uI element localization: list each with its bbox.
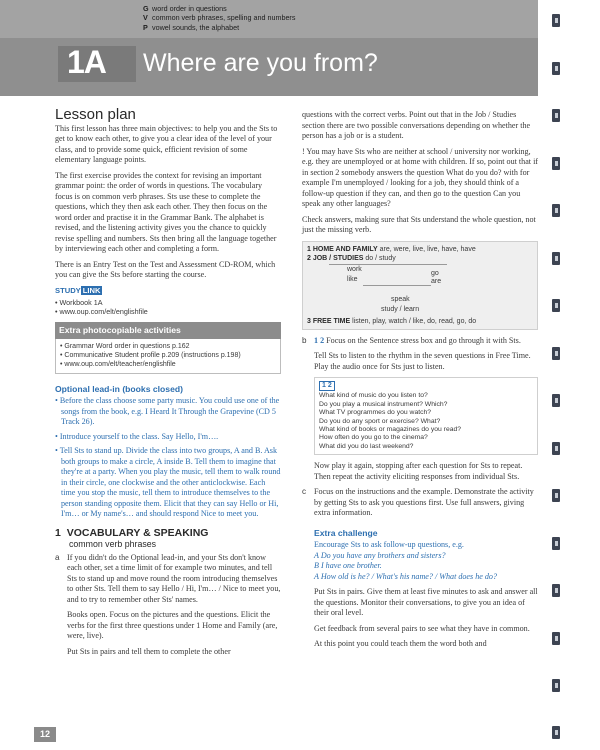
list-item: • Introduce yourself to the class. Say Hello, I'm…. [55,432,281,443]
paragraph: Put Sts in pairs. Give them at least five minutes to ask and answer all the questions. Monitor their conversations, to give you an idea of their oral level. [314,587,538,618]
script-line: What TV programmes do you watch? [319,409,432,417]
script-line: Do you do any sport or exercise? What? [319,417,441,425]
extra-challenge-box [314,528,538,650]
list-item: • Tell Sts to stand up. Divide the class into two groups, A and B. Ask both groups to make a circle, A inside B. Tell them to imagine that they're at a party. When you play the music, tell them to walk round in their circle, one clockwise and the other anticlockwise. Each time you stop the music, tell them to introduce themselves to the person standing opposite them. Elicit that they can say Hello or Hi, I'm… or My name's… and should respond Nice to meet you. [55,446,281,520]
tab-marker-icon [552,62,560,75]
paragraph: Now play it again, stopping after each question for Sts to repeat. Then repeat the activity eliciting responses from individual Sts. [314,461,523,481]
tab-marker-icon [552,14,560,27]
paragraph: This first lesson has three main objectives: to help you and the Sts to get to know each other, to give you a clear idea of the level of your class, and to provide some quick, efficient revision of some elementary language points. [55,123,278,164]
audio-icon[interactable]: 1 2 [314,335,325,345]
paragraph: Tell Sts to listen to the rhythm in the seven questions in Free Time. Play the audio once for Sts just to listen. [314,351,531,371]
script-line: How often do you go to the cinema? [319,434,428,442]
list-item: • Grammar Word order in questions p.162 [60,342,276,351]
topic-pronunciation: P vowel sounds, the alphabet [143,22,240,32]
tab-marker-icon [552,726,560,739]
challenge-line: B I have one brother. [314,561,382,571]
paragraph: Get feedback from several pairs to see what they have in common. [314,623,530,633]
section-heading: 1 VOCABULARY & SPEAKING [55,526,209,539]
tab-marker-icon [552,109,560,122]
list-item: • Workbook 1A [55,298,281,307]
answer-diagram: work like go are speak study / learn [307,263,533,317]
tab-marker-icon [552,347,560,360]
page-number: 12 [34,727,56,742]
study-link-list [55,298,281,316]
diagram-line [329,264,447,265]
section-subheading: common verb phrases [69,539,157,549]
optional-leadin-heading: Optional lead-in (books closed) [55,383,183,394]
list-item[interactable]: • www.oup.com/elt/englishfile [55,307,281,316]
script-line: Do you play a musical instrument? Which? [319,400,448,408]
answer-row: 1 HOME AND FAMILY are, were, live, live, have, have [307,245,476,253]
exercise-item: c Focus on the instructions and the example. Demonstrate the activity by getting Sts to ask you questions first. Use full answers, giving extra information. [302,487,534,518]
unit-number: 1A [67,44,106,80]
exercise-item: a If you didn't do the Optional lead-in, and your Sts don't know each other, set a time limit of for example two minutes, and tell Sts to stand up and move round the room introducing themselves to other Sts. Tell them to say Hello / Hi, I'm… / Nice to meet you, and to try to remember other Sts' names. [55,552,281,604]
answer-row: 2 JOB / STUDIES do / study [307,254,396,262]
answer-row: 3 FREE TIME listen, play, watch / like, do, read, go, do [307,317,477,325]
answers-box [302,241,538,330]
paragraph: There is an Entry Test on the Test and Assessment CD-ROM, which you can give the Sts before starting the course. [55,259,276,279]
tab-marker-icon [552,489,560,502]
tab-marker-icon [552,157,560,170]
unit-topics [143,4,295,32]
right-column [302,110,538,655]
topic-vocabulary: V common verb phrases, spelling and numbers [143,13,296,23]
index-tabs [544,0,600,750]
tab-marker-icon [552,252,560,265]
list-item[interactable]: • www.oup.com/elt/teacher/englishfile [60,360,276,369]
topic-grammar: G word order in questions [143,4,227,13]
tab-marker-icon [552,394,560,407]
paragraph: Put Sts in pairs and tell them to complete the other [67,646,231,656]
challenge-line: A Do you have any brothers and sisters? [314,550,446,560]
tab-marker-icon [552,204,560,217]
left-column [55,106,281,662]
audio-script-box [314,377,538,455]
extra-challenge-heading: Extra challenge [314,527,378,538]
optional-leadin-list [55,396,281,520]
tab-marker-icon [552,632,560,645]
paragraph: At this point you could teach them the word both and [314,639,487,649]
audio-track-icon[interactable]: 1 2 [319,381,335,391]
unit-title: Where are you from? [143,49,378,77]
challenge-line: A How old is he? / What's his name? / What does he do? [314,571,498,581]
script-line: What kind of music do you listen to? [319,392,428,400]
extra-activities-title: Extra photocopiable activities [55,322,281,339]
paragraph: ! You may have Sts who are neither at school / university nor working, e.g. they are unemployed or at home with children. If so, point out that if in section 2 somebody answers the question What do you do? with for example I'm unemployed / looking for a job, they should think of a follow-up question if they can, and then go to the question Can you speak any other languages? [302,146,539,208]
study-link-label: STUDY LINK [55,285,101,295]
paragraph: questions with the correct verbs. Point out that in the Job / Studies section there are two possible conversations depending on whether the person has a job or is a student. [302,110,531,140]
tab-marker-icon [552,299,560,312]
extra-activities-box [55,339,281,374]
script-line: What did you do last weekend? [319,442,414,450]
tab-marker-icon [552,442,560,455]
tab-marker-icon [552,679,560,692]
lesson-plan-heading: Lesson plan [55,106,136,123]
list-item: • Communicative Student profile p.209 (instructions p.198) [60,351,276,360]
exercise-item: b 1 2 Focus on the Sentence stress box and go through it with Sts. [302,335,521,345]
list-item: • Before the class choose some party music. You could use one of the songs from the book, e.g. I Heard It Through the Grapevine (CD 5 Track 26). [55,396,281,428]
script-line: What kind of books or magazines do you read? [319,426,462,434]
challenge-line: Encourage Sts to ask follow-up questions, e.g. [314,540,464,550]
paragraph: Books open. Focus on the pictures and the questions. Elicit the verbs for the first three questions under 1 Home and Family (are, were, live). [67,610,278,640]
paragraph: The first exercise provides the context for revising an important grammar point: the order of words in questions. The vocabulary focus is on common verb phrases. Sts use these to complete the questions, which they then ask each other. They then focus on the word order and practise it in the Grammar Bank. The alphabet is revised, and the listening activity gives you the chance to quickly revise spelling and numbers. Sts then bring all the language together by interviewing each other and completing a form. [55,170,277,253]
diagram-line [363,285,431,286]
paragraph: Check answers, making sure that Sts understand the whole question, not just the missing verb. [302,214,536,234]
tab-marker-icon [552,584,560,597]
tab-marker-icon [552,537,560,550]
